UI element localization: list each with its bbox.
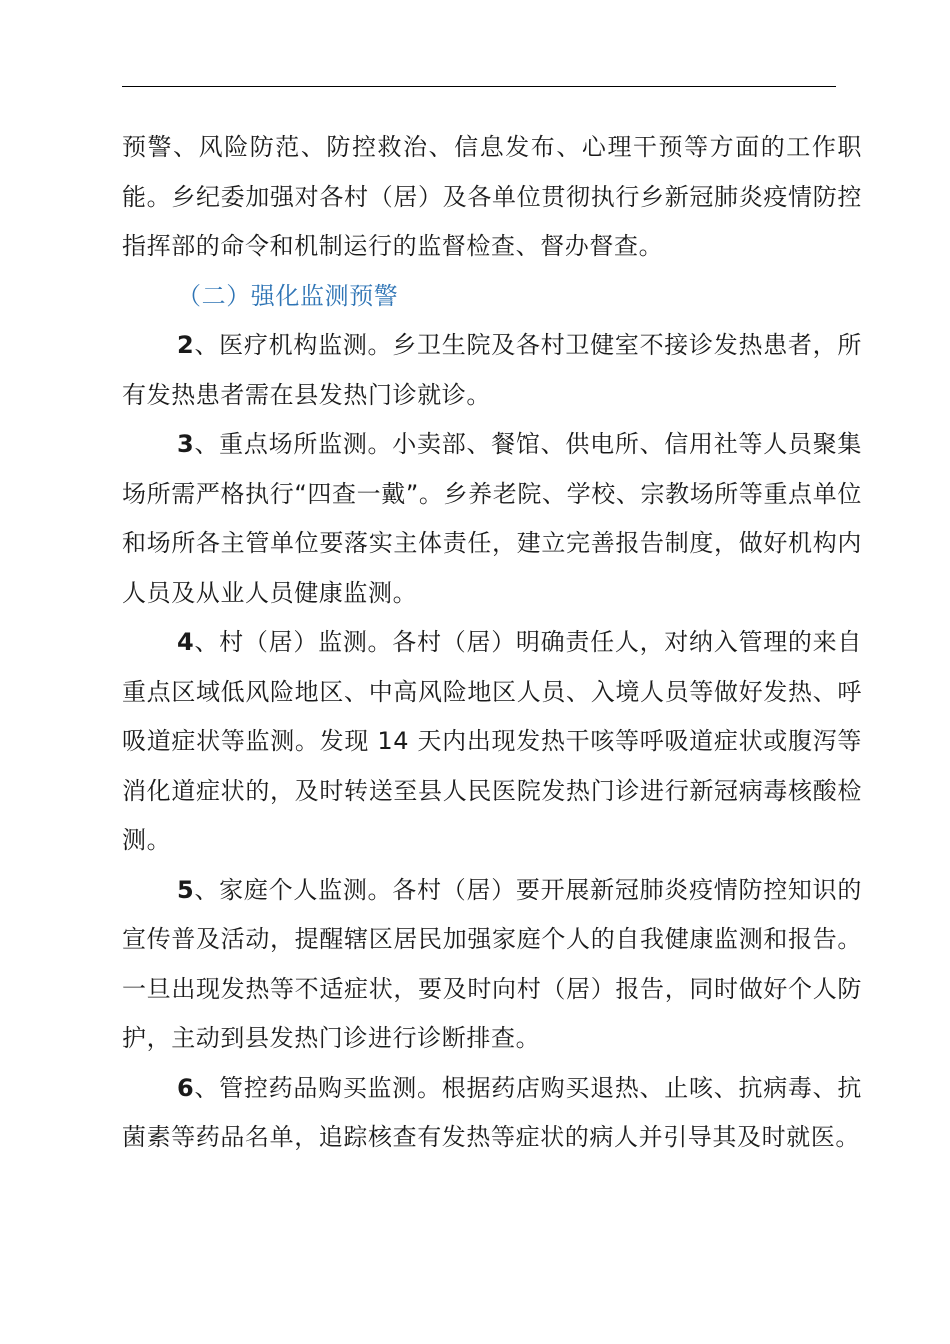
item-number: 5	[177, 875, 195, 904]
document-body	[122, 123, 862, 1163]
item-paragraph-5	[122, 866, 862, 1064]
item-number: 4	[177, 628, 195, 656]
item-text: 、重点场所监测。小卖部、餐馆、供电所、信用社等人员聚集场所需严格执行“四查一戴”。乡养老院、学校、宗教场所等重点单位和场所各主管单位要落实主体责任，建立完善报告制度，做好机构内人员及从业人员健康监测。	[122, 430, 862, 607]
item-text: 、医疗机构监测。乡卫生院及各村卫健室不接诊发热患者，所有发热患者需在县发热门诊就诊。	[122, 331, 862, 409]
item-paragraph-6	[122, 1064, 862, 1163]
item-paragraph-4	[122, 618, 862, 866]
section-heading: （二）强化监测预警	[177, 281, 399, 310]
item-number: 2	[177, 331, 195, 359]
item-text: 、管控药品购买监测。根据药店购买退热、止咳、抗病毒、抗菌素等药品名单，追踪核查有发热等症状的病人并引导其及时就医。	[122, 1073, 862, 1151]
header-rule	[122, 86, 836, 87]
intro-paragraph: 预警、风险防范、防控救治、信息发布、心理干预等方面的工作职能。乡纪委加强对各村（居）及各单位贯彻执行乡新冠肺炎疫情防控指挥部的命令和机制运行的监督检查、督办督查。	[122, 133, 862, 260]
item-number: 6	[177, 1073, 195, 1102]
item-text: 、村（居）监测。各村（居）明确责任人，对纳入管理的来自重点区域低风险地区、中高风险地区人员、入境人员等做好发热、呼吸道症状等监测。发现 14 天内出现发热干咳等呼吸道症状或腹泻等消化道症状的，及时转送至县人民医院发热门诊进行新冠病毒核酸检测。	[122, 628, 862, 854]
item-text: 、家庭个人监测。各村（居）要开展新冠肺炎疫情防控知识的宣传普及活动，提醒辖区居民加强家庭个人的自我健康监测和报告。一旦出现发热等不适症状，要及时向村（居）报告，同时做好个人防护，主动到县发热门诊进行诊断排查。	[122, 875, 862, 1052]
item-number: 3	[177, 430, 195, 458]
item-paragraph-2	[122, 321, 862, 420]
item-paragraph-3	[122, 420, 862, 618]
